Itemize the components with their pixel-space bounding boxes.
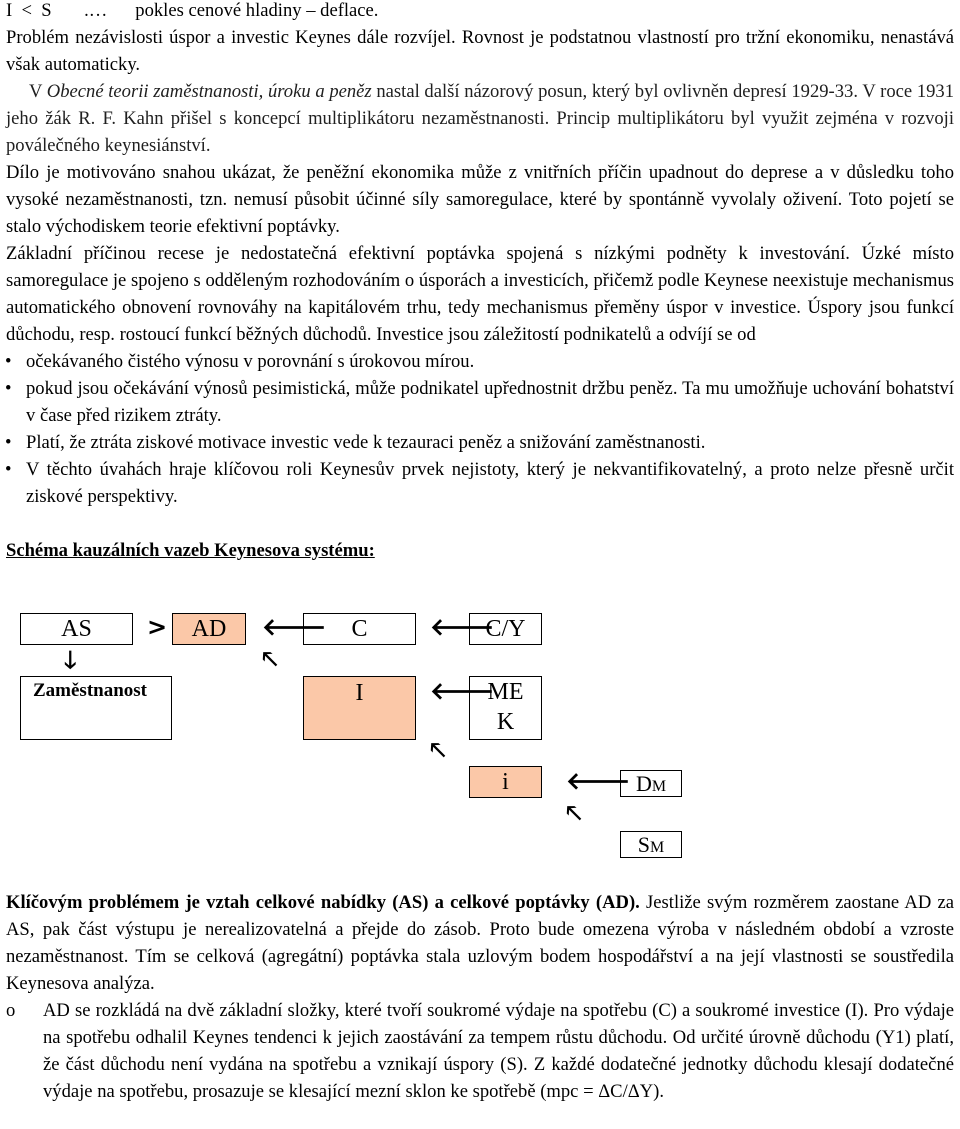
paragraph-key-problem [6,889,954,997]
left-arrow-icon: 🡐 [430,677,495,705]
box-as: AS [20,613,133,645]
investment-bullet-list [6,348,954,510]
box-money-supply: SM [620,831,682,858]
key-problem-rest: Jestliže svým rozměrem zaostane AD za AS, pak část výstupu je nerealizovatelná a přejde do zásob. Proto bude omezena výroba v následném období a vzroste nezaměstnanost. Tím se celková (agregátní) poptávka stala uzlovým bodem hospodářství a na její vlastnosti se soustředila Keynesova analýza. [6,892,954,994]
list-item: • V těchto úvahách hraje klíčovou roli Keynesův prvek nejistoty, který je nekvantifikovatelný, a proto nelze přesně určit ziskové perspektivy. [6,456,954,510]
left-arrow-icon: 🡐 [566,767,631,795]
greater-than-sign: > [147,613,168,641]
box-mek: ME K [469,676,542,740]
key-problem-bold: Klíčovým problémem je vztah celkové nabídky (AS) a celkové poptávky (AD). [6,892,640,913]
list-item: • pokud jsou očekávání výnosů pesimistická, může podnikatel upřednostnit držbu peněz. Ta mu umožňuje uchování bohatství v čase před rizikem ztráty. [6,375,954,429]
bullet-icon: • [5,378,12,399]
box-c: C [303,613,416,645]
box-money-demand: DM [620,770,682,797]
paragraph-general-theory [6,78,954,159]
deflation-line: I < S .… pokles cenové hladiny – deflace. [6,0,379,21]
list-item [6,997,954,1105]
section-heading: Schéma kauzálních vazeb Keynesova systému: [6,540,375,561]
bottom-section [6,889,954,1105]
diagonal-arrow-icon: 🡔 [262,645,278,673]
list-item: • Platí, že ztráta ziskové motivace investic vede k tezauraci peněz a snižování zaměstnanosti. [6,429,954,456]
paragraph-savings-investment: Problém nezávislosti úspor a investic Keynes dále rozvíjel. Rovnost je podstatnou vlastností pro tržní ekonomiku, nenastává však automaticky. [6,27,954,75]
ad-components-text: AD se rozkládá na dvě základní složky, které tvoří soukromé výdaje na spotřebu (C) a soukromé investice (I). Pro výdaje na spotřebu odhalil Keynes tendenci k jejich zaostávání za tempem růstu důchodu. Od určité úrovně důchodu (Y1) platí, že část důchodu není vydána na spotřebu a vznikají úspory (S). Z každé dodatečné jednotky důchodu klesají dodatečné výdaje na spotřebu, prosazuje se klesající mezní sklon ke spotřebě (mpc = ΔC/ΔY). [43,1000,954,1102]
paragraph-motivation: Dílo je motivováno snahou ukázat, že peněžní ekonomika může z vnitřních příčin upadnout do deprese a v důsledku toho vysoké nezaměstnanosti, tzn. nemusí působit účinné síly samoregulace, které by spontánně vyvolaly oživení. Toto pojetí se stalo východiskem teorie efektivní poptávky. [6,162,954,237]
general-theory-post: nastal další názorový posun, který byl ovlivněn depresí 1929-33. V roce 1931 jeho žák R. F. Kahn přišel s koncepcí multiplikátoru nezaměstnanosti. Princip multiplikátoru byl využit zejména v rozvoji poválečného keynesiánství. [6,81,955,156]
paragraph-recession-cause: Základní příčinou recese je nedostatečná efektivní poptávka spojená s nízkými podněty k investování. Úzké místo samoregulace je spojeno s odděleným rozhodováním o úsporách a investicích, přičemž podle Keynese neexistuje mechanismus automatického obnovení rovnováhy na kapitálovém trhu, tedy mechanismus přeměny úspor v investice. Úspory jsou funkcí důchodu, resp. rostoucí funkcí běžných důchodů. Investice jsou záležitostí podnikatelů a odvíjí se od [6,243,954,345]
left-arrow-icon: 🡐 [430,613,495,641]
box-employment: Zaměstnanost [20,676,172,740]
general-theory-title: Obecné teorii zaměstnanosti, úroku a peněz [46,81,372,102]
list-item: • očekávaného čistého výnosu v porovnání s úrokovou mírou. [6,348,954,375]
box-ad: AD [172,613,246,645]
box-cy: C/Y [469,613,542,645]
box-i: I [303,676,416,740]
down-arrow-icon: 🡓 [64,646,77,674]
box-interest-rate: i [469,766,542,798]
bullet-icon: • [5,459,12,480]
left-arrow-icon: 🡐 [262,613,327,641]
general-theory-pre: V [29,81,47,102]
bullet-icon: • [5,432,12,453]
document-page [6,0,954,564]
bullet-icon: • [5,351,12,372]
circle-bullet-icon: o [6,1000,16,1021]
causal-diagram [0,599,950,869]
diagonal-arrow-icon: 🡔 [566,799,582,827]
diagonal-arrow-icon: 🡔 [430,736,446,764]
